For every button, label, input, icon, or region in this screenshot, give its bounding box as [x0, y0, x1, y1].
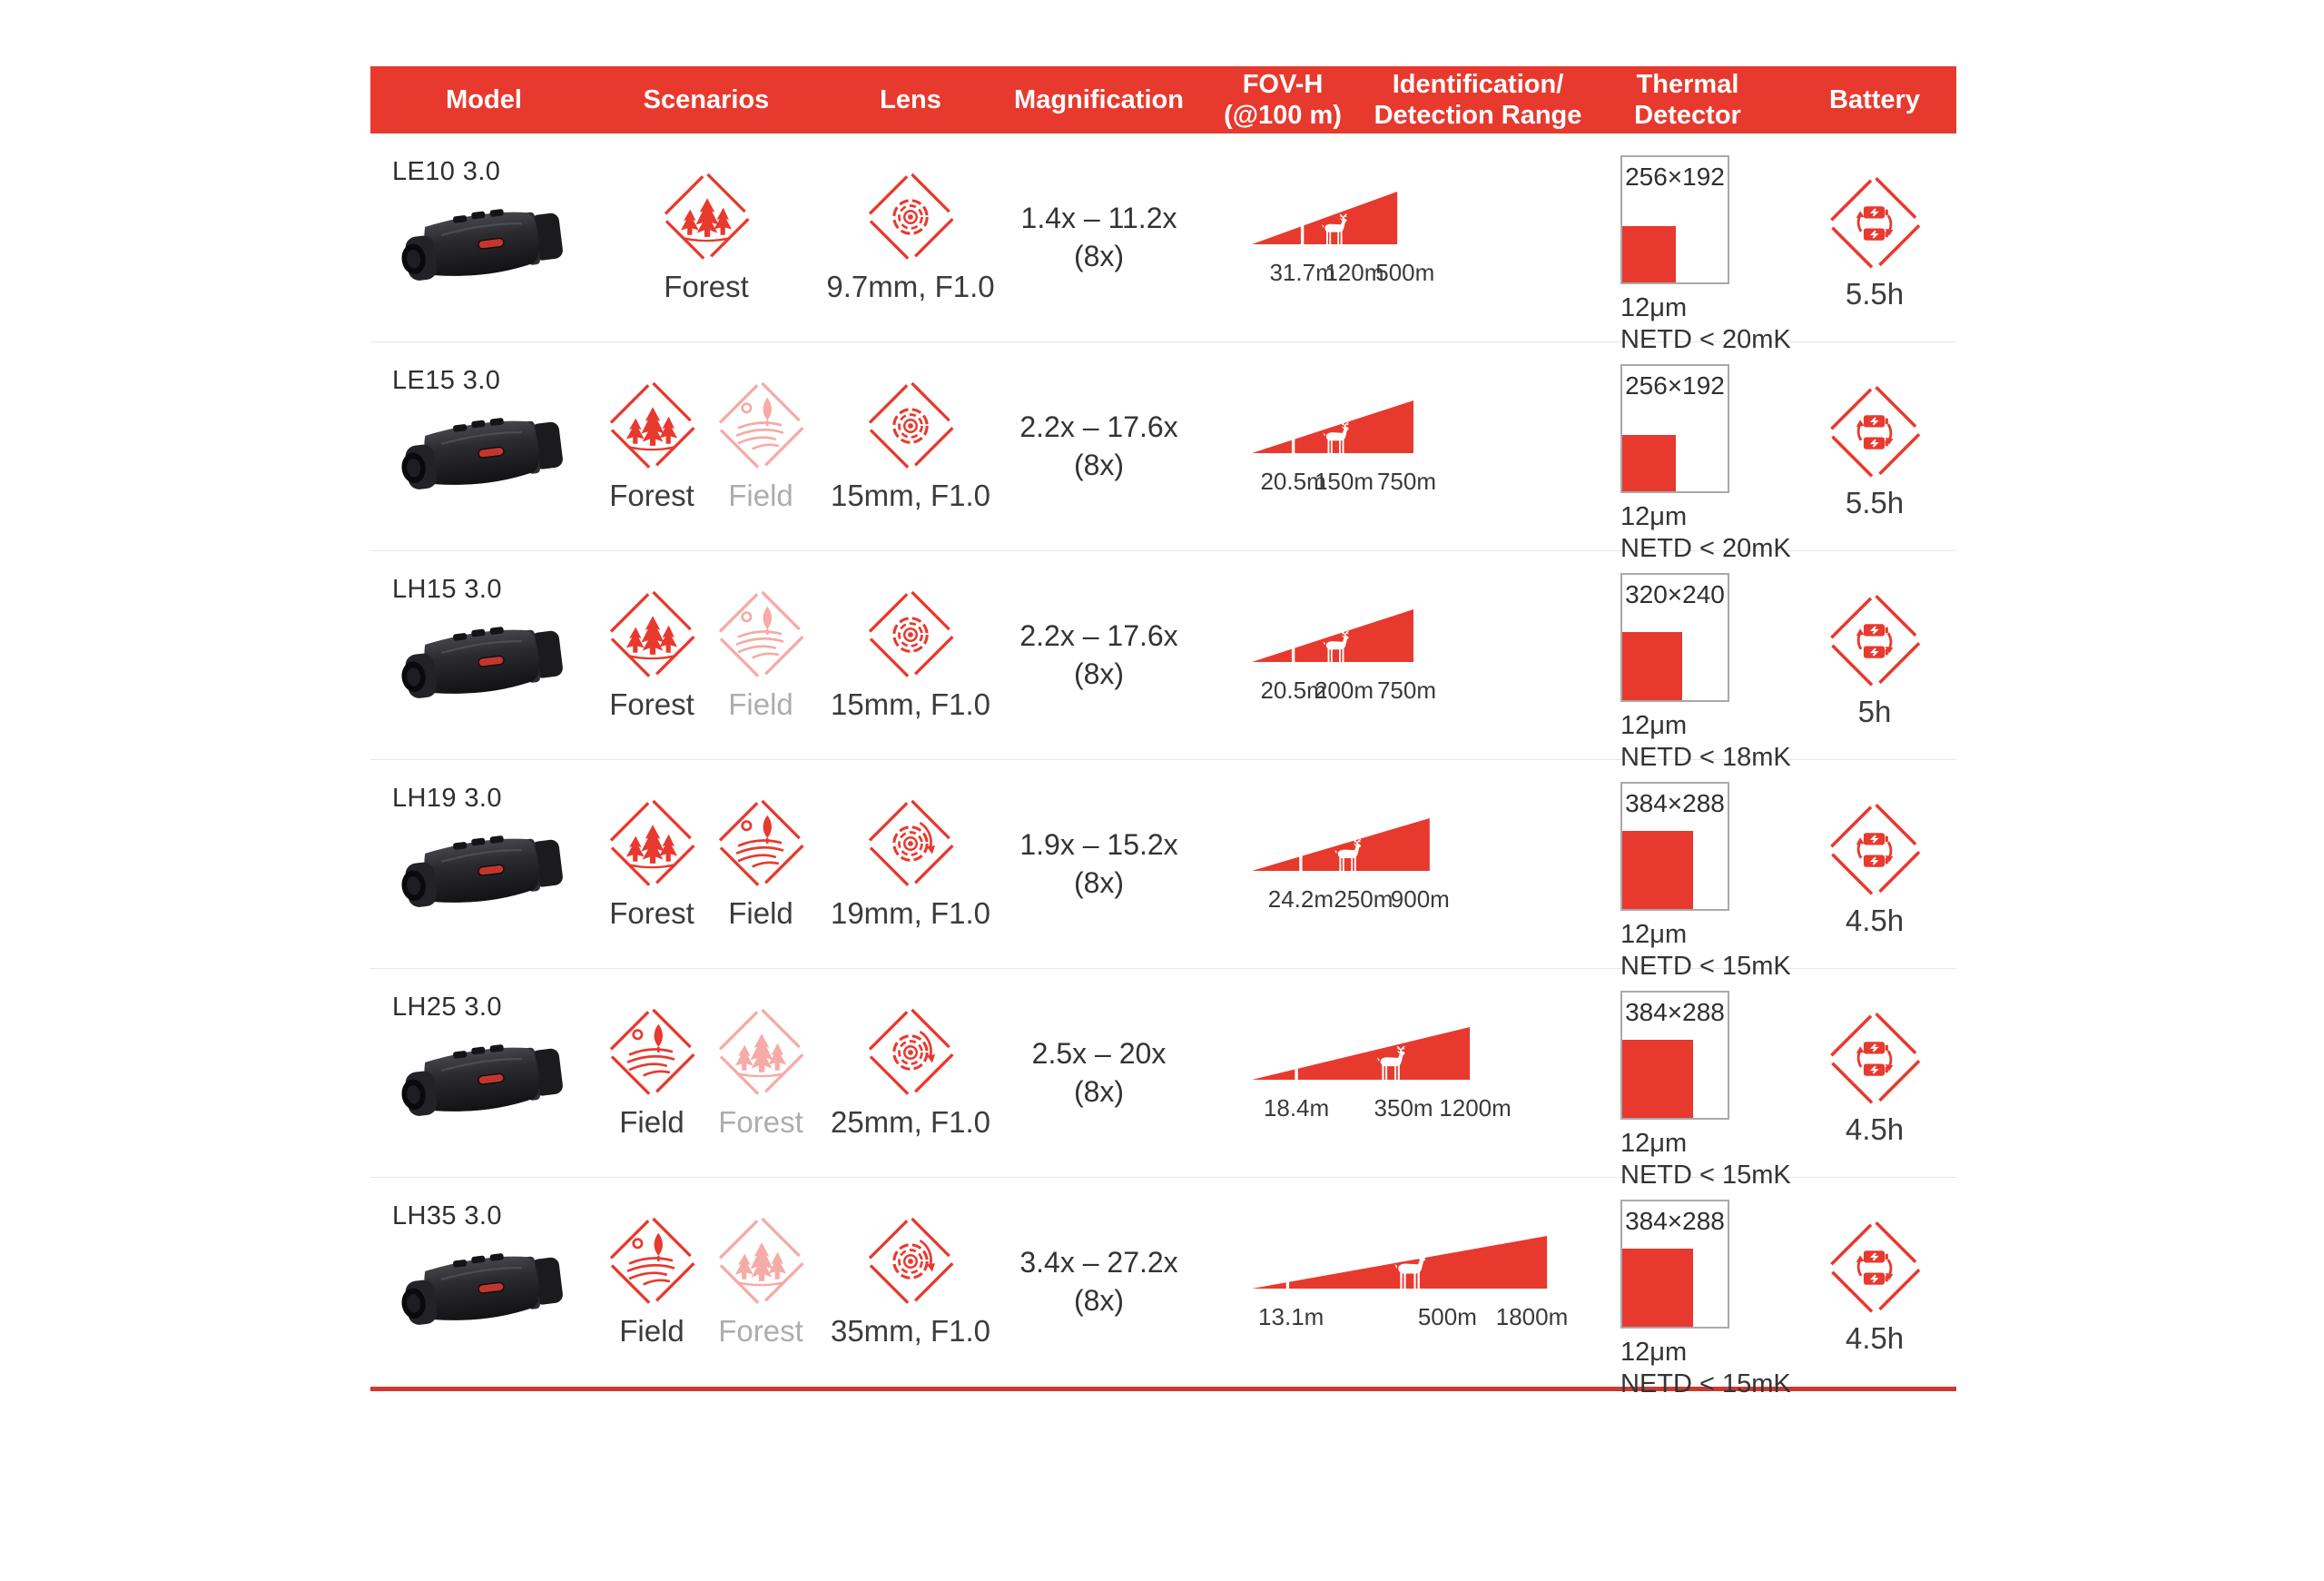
magnification-base: (8x): [1073, 240, 1125, 272]
battery-cell: [1793, 760, 1956, 982]
magnification-cell: [1006, 133, 1192, 355]
distance-labels: [1250, 885, 1563, 916]
scenarios-cell: [597, 342, 815, 564]
distance-label: 250m: [1334, 885, 1393, 913]
magnification-base: (8x): [1073, 449, 1125, 481]
distance-labels: [1250, 259, 1563, 290]
table-row: [370, 760, 1956, 981]
header-range: Identification/ Detection Range: [1374, 69, 1582, 130]
magnification-range: 2.2x – 17.6x: [1019, 619, 1178, 653]
detector-resolution: 384×288: [1625, 998, 1725, 1026]
scenario-label: Forest: [609, 896, 694, 930]
fov-range-cell: [1192, 1178, 1582, 1399]
battery-cell: [1793, 969, 1956, 1191]
magnification-cell: [1006, 760, 1192, 982]
magnification-base: (8x): [1073, 866, 1125, 899]
fov-triangle: [1252, 192, 1397, 244]
netd-value: NETD < 18mK: [1620, 743, 1791, 772]
fov-tick: [1286, 1275, 1289, 1289]
magnification-cell: [1006, 551, 1192, 773]
thermal-detector-cell: [1582, 551, 1793, 773]
lens-spec: 15mm, F1.0: [830, 687, 991, 721]
distance-labels: [1250, 1094, 1563, 1125]
detector-resolution-box: [1620, 364, 1729, 493]
fov-range-graphic: [1250, 969, 1563, 1083]
distance-label: 20.5m: [1260, 468, 1326, 495]
lens-cell: [815, 133, 1006, 355]
lens-cell: [815, 1178, 1006, 1399]
netd-value: NETD < 15mK: [1620, 952, 1791, 981]
battery-cell: [1793, 342, 1956, 564]
field-icon: [714, 588, 808, 682]
thermal-detector-cell: [1582, 342, 1793, 564]
distance-labels: [1250, 677, 1563, 707]
detector-resolution-box: [1620, 155, 1729, 284]
distance-label: 24.2m: [1267, 885, 1334, 913]
lens-icon: [863, 170, 958, 264]
lens-cell: [815, 342, 1006, 564]
scenarios-cell: [597, 551, 815, 773]
battery-life: 4.5h: [1845, 904, 1905, 937]
lens-icon: [863, 588, 958, 682]
distance-labels: [1250, 1303, 1569, 1334]
field-icon: [714, 379, 808, 473]
lens-spec: 35mm, F1.0: [830, 1314, 991, 1348]
model-name: LH15 3.0: [392, 575, 502, 604]
scenarios-cell: [597, 760, 815, 982]
table-row: [370, 551, 1956, 772]
model-cell: [370, 1178, 597, 1399]
header-scenarios: Scenarios: [643, 84, 770, 114]
fov-tick: [1292, 432, 1295, 453]
fov-tick: [1292, 641, 1295, 662]
forest-icon: [659, 170, 753, 264]
pixel-pitch: 12μm: [1620, 920, 1688, 949]
detector-size-fill: [1622, 1249, 1693, 1327]
table-header: [370, 66, 1956, 133]
lens-icon: [863, 1005, 958, 1100]
device-photo: [390, 823, 577, 924]
battery-life: 4.5h: [1845, 1112, 1905, 1146]
scenario-forest: [599, 379, 704, 513]
fov-triangle: [1252, 1027, 1470, 1080]
scenario-field: [708, 796, 813, 931]
fov-range-graphic: [1250, 133, 1563, 248]
lens-icon: [863, 796, 958, 891]
scenarios-cell: [597, 969, 815, 1191]
distance-label: 500m: [1375, 259, 1435, 286]
detector-size-fill: [1622, 831, 1693, 909]
lens-cell: [815, 551, 1006, 773]
distance-label: 18.4m: [1263, 1094, 1330, 1122]
thermal-detector-cell: [1582, 1178, 1793, 1399]
fov-triangle: [1252, 1236, 1547, 1289]
pixel-pitch: 12μm: [1620, 711, 1688, 740]
fov-range-cell: [1192, 133, 1582, 355]
table-row: [370, 969, 1956, 1190]
scenarios-cell: [597, 133, 815, 355]
forest-icon: [605, 379, 699, 473]
device-photo: [390, 405, 577, 507]
product-comparison-table: [370, 66, 1956, 1398]
table-row: [370, 342, 1956, 563]
magnification-cell: [1006, 342, 1192, 564]
magnification-range: 1.4x – 11.2x: [1020, 202, 1177, 235]
scenario-label: Forest: [609, 479, 694, 512]
battery-swap-icon: [1825, 1009, 1925, 1109]
scenario-label: Field: [619, 1105, 684, 1139]
detector-resolution: 256×192: [1625, 371, 1725, 400]
lens-cell: [815, 969, 1006, 1191]
netd-value: NETD < 20mK: [1620, 534, 1791, 563]
lens-spec: 19mm, F1.0: [830, 896, 991, 930]
battery-cell: [1793, 551, 1956, 773]
scenario-label: Forest: [609, 687, 694, 721]
fov-range-cell: [1192, 760, 1582, 982]
magnification-base: (8x): [1073, 657, 1125, 690]
forest-icon: [714, 1214, 808, 1309]
fov-range-graphic: [1250, 1178, 1563, 1292]
scenario-field: [708, 588, 813, 722]
distance-label: 750m: [1376, 468, 1437, 495]
scenario-label: Forest: [718, 1314, 803, 1348]
scenario-label: Forest: [664, 270, 749, 303]
scenario-forest: [708, 1214, 813, 1349]
distance-label: 150m: [1314, 468, 1374, 495]
distance-label: 900m: [1390, 885, 1450, 913]
distance-labels: [1250, 468, 1563, 499]
distance-label: 1200m: [1439, 1094, 1512, 1122]
magnification-range: 2.2x – 17.6x: [1019, 410, 1178, 444]
table-row: [370, 133, 1956, 354]
detector-size-fill: [1622, 435, 1676, 491]
pixel-pitch: 12μm: [1620, 502, 1688, 531]
device-photo: [390, 196, 577, 298]
netd-value: NETD < 15mK: [1620, 1369, 1791, 1398]
detector-size-fill: [1622, 1040, 1693, 1118]
fov-triangle: [1252, 609, 1413, 662]
magnification-range: 3.4x – 27.2x: [1019, 1246, 1178, 1280]
distance-label: 500m: [1417, 1303, 1477, 1330]
fov-range-graphic: [1250, 760, 1563, 874]
scenarios-cell: [597, 1178, 815, 1399]
detector-size-fill: [1622, 632, 1682, 700]
field-icon: [605, 1005, 699, 1100]
fov-tick: [1301, 218, 1304, 244]
battery-life: 5h: [1857, 695, 1892, 728]
field-icon: [714, 796, 808, 891]
fov-range-cell: [1192, 342, 1582, 564]
detector-resolution-box: [1620, 991, 1729, 1120]
scenario-label: Field: [619, 1314, 684, 1348]
magnification-base: (8x): [1073, 1075, 1125, 1108]
lens-icon: [863, 379, 958, 473]
scenario-forest: [654, 170, 759, 304]
detector-resolution-box: [1620, 782, 1729, 911]
fov-range-graphic: [1250, 551, 1563, 666]
scenario-field: [599, 1005, 704, 1140]
header-battery: Battery: [1829, 84, 1920, 114]
distance-label: 13.1m: [1258, 1303, 1324, 1330]
distance-label: 1800m: [1495, 1303, 1569, 1330]
lens-cell: [815, 760, 1006, 982]
model-cell: [370, 133, 597, 355]
fov-range-cell: [1192, 551, 1582, 773]
header-lens: Lens: [880, 84, 941, 114]
scenario-forest: [599, 588, 704, 722]
scenario-label: Field: [728, 896, 793, 930]
model-name: LE10 3.0: [392, 157, 501, 186]
device-photo: [390, 614, 577, 716]
lens-icon: [863, 1214, 958, 1309]
scenario-label: Forest: [718, 1105, 803, 1139]
battery-life: 4.5h: [1845, 1321, 1905, 1355]
model-name: LH35 3.0: [392, 1201, 502, 1230]
header-thermal-detector: Thermal Detector: [1634, 69, 1741, 130]
detector-resolution-box: [1620, 573, 1729, 702]
distance-label: 31.7m: [1269, 259, 1335, 286]
thermal-detector-cell: [1582, 133, 1793, 355]
fov-range-cell: [1192, 969, 1582, 1191]
battery-swap-icon: [1825, 1218, 1925, 1318]
model-cell: [370, 551, 597, 773]
distance-label: 20.5m: [1260, 677, 1326, 704]
battery-life: 5.5h: [1845, 486, 1905, 519]
scenario-forest: [708, 1005, 813, 1140]
netd-value: NETD < 20mK: [1620, 325, 1791, 354]
model-name: LE15 3.0: [392, 366, 501, 395]
detector-resolution-box: [1620, 1200, 1729, 1329]
table-row: [370, 1178, 1956, 1398]
pixel-pitch: 12μm: [1620, 1338, 1688, 1367]
fov-range-graphic: [1250, 342, 1563, 457]
lens-spec: 9.7mm, F1.0: [826, 270, 995, 303]
distance-label: 350m: [1374, 1094, 1433, 1122]
model-name: LH19 3.0: [392, 784, 502, 813]
scenario-field: [599, 1214, 704, 1349]
device-photo: [390, 1240, 577, 1342]
device-photo: [390, 1032, 577, 1133]
pixel-pitch: 12μm: [1620, 1129, 1688, 1158]
pixel-pitch: 12μm: [1620, 293, 1688, 322]
header-fov: FOV-H (@100 m): [1224, 69, 1342, 130]
scenario-field: [708, 379, 813, 513]
fov-tick: [1299, 849, 1302, 871]
battery-swap-icon: [1825, 382, 1925, 482]
forest-icon: [714, 1005, 808, 1100]
distance-label: 200m: [1314, 677, 1374, 704]
detector-resolution: 384×288: [1625, 789, 1725, 817]
header-model: Model: [446, 84, 522, 114]
detector-resolution: 320×240: [1625, 580, 1725, 608]
model-cell: [370, 969, 597, 1191]
distance-label: 750m: [1376, 677, 1437, 704]
field-icon: [605, 1214, 699, 1309]
thermal-detector-cell: [1582, 969, 1793, 1191]
battery-cell: [1793, 133, 1956, 355]
fov-triangle: [1252, 400, 1413, 453]
battery-swap-icon: [1825, 173, 1925, 273]
battery-swap-icon: [1825, 800, 1925, 900]
battery-swap-icon: [1825, 591, 1925, 691]
magnification-range: 2.5x – 20x: [1031, 1037, 1167, 1071]
detector-resolution: 256×192: [1625, 163, 1725, 191]
scenario-forest: [599, 796, 704, 931]
forest-icon: [605, 796, 699, 891]
lens-spec: 15mm, F1.0: [830, 479, 991, 512]
model-name: LH25 3.0: [392, 993, 502, 1022]
header-magnification: Magnification: [1014, 84, 1184, 114]
netd-value: NETD < 15mK: [1620, 1161, 1791, 1190]
magnification-base: (8x): [1073, 1284, 1125, 1317]
magnification-range: 1.9x – 15.2x: [1019, 828, 1178, 862]
fov-tick: [1295, 1062, 1297, 1080]
detector-resolution: 384×288: [1625, 1207, 1725, 1235]
battery-cell: [1793, 1178, 1956, 1399]
model-cell: [370, 342, 597, 564]
battery-life: 5.5h: [1845, 277, 1905, 311]
lens-spec: 25mm, F1.0: [830, 1105, 991, 1139]
magnification-cell: [1006, 1178, 1192, 1399]
distance-label: 120m: [1324, 259, 1384, 286]
model-cell: [370, 760, 597, 982]
thermal-detector-cell: [1582, 760, 1793, 982]
scenario-label: Field: [728, 479, 793, 512]
magnification-cell: [1006, 969, 1192, 1191]
scenario-label: Field: [728, 687, 793, 721]
forest-icon: [605, 588, 699, 682]
detector-size-fill: [1622, 226, 1676, 282]
